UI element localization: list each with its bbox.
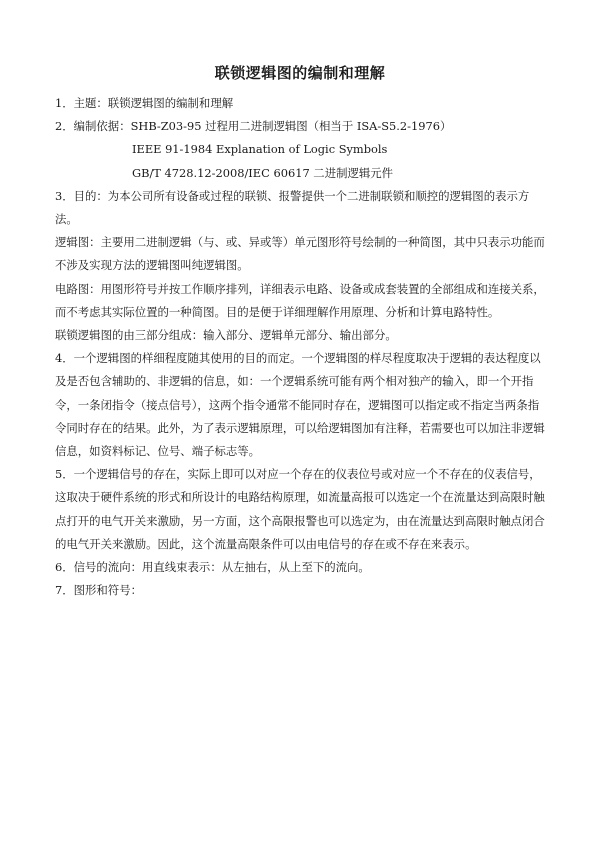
page-title: 联锁逻辑图的编制和理解 — [214, 64, 386, 82]
document-body — [55, 92, 547, 602]
item-signal-flow: 6．信号的流向：用直线束表示：从左抽右，从上至下的流向。 — [55, 560, 370, 575]
composition-note: 联锁逻辑图的由三部分组成：输入部分、逻辑单元部分、输出部分。 — [55, 328, 397, 343]
item-basis: 2．编制依据：SHB-Z03-95 过程用二进制逻辑图（相当于 ISA-S5.2-1976） — [55, 119, 452, 134]
item-purpose: 3．目的：为本公司所有设备或过程的联锁、报警提供一个二进制联锁和顺控的逻辑图的表示方法。 — [55, 188, 530, 227]
logic-diagram-definition: 逻辑图：主要用二进制逻辑（与、或、异或等）单元图形符号绘制的一种简图，其中只表示功能而不涉及实现方法的逻辑图叫纯逻辑图。 — [55, 235, 545, 273]
item-detail-level: 4．一个逻辑图的样细程度随其使用的目的而定。一个逻辑图的样尽程度取决于逻辑的表达程度以及是否包含辅助的、非逻辑的信息，如：一个逻辑系统可能有两个相对独产的输入，即一个开指令，一条闭指令（接点信号），这两个指令通常不能同时存在，逻辑图可以指定或不指定当两条指令同时存在的结果。此外，为了表示逻辑原理，可以给逻辑图加有注释，若需要也可以加注非逻辑信息，如资料标记、位号、端子标志等。 — [55, 351, 545, 459]
reference-gb: GB/T 4728.12-2008/IEC 60617 二进制逻辑元件 — [132, 165, 394, 180]
item-topic: 1．主题：联锁逻辑图的编制和理解 — [55, 96, 234, 110]
item-signal-existence: 5．一个逻辑信号的存在，实际上即可以对应一个存在的仪表位号或对应一个不存在的仪表信号，这取决于硬件系统的形式和所设计的电路结构原理，如流量高报可以选定一个在流量达到高限时触点打开的电气开关来激励，另一方面，这个高限报警也可以选定为，由在流量达到高限时触点闭合的电气开关来激励。因此，这个流量高限条件可以由电信号的存在或不存在来表示。 — [55, 467, 545, 551]
item-graphics-symbols: 7．图形和符号： — [55, 583, 142, 598]
reference-ieee: IEEE 91-1984 Explanation of Logic Symbols — [132, 142, 388, 157]
circuit-diagram-definition: 电路图：用图形符号并按工作顺序排列，详细表示电路、设备或成套装置的全部组成和连接关系，而不考虑其实际位置的一种简图。目的是便于详细理解作用原理、分析和计算电路特性。 — [55, 281, 545, 319]
